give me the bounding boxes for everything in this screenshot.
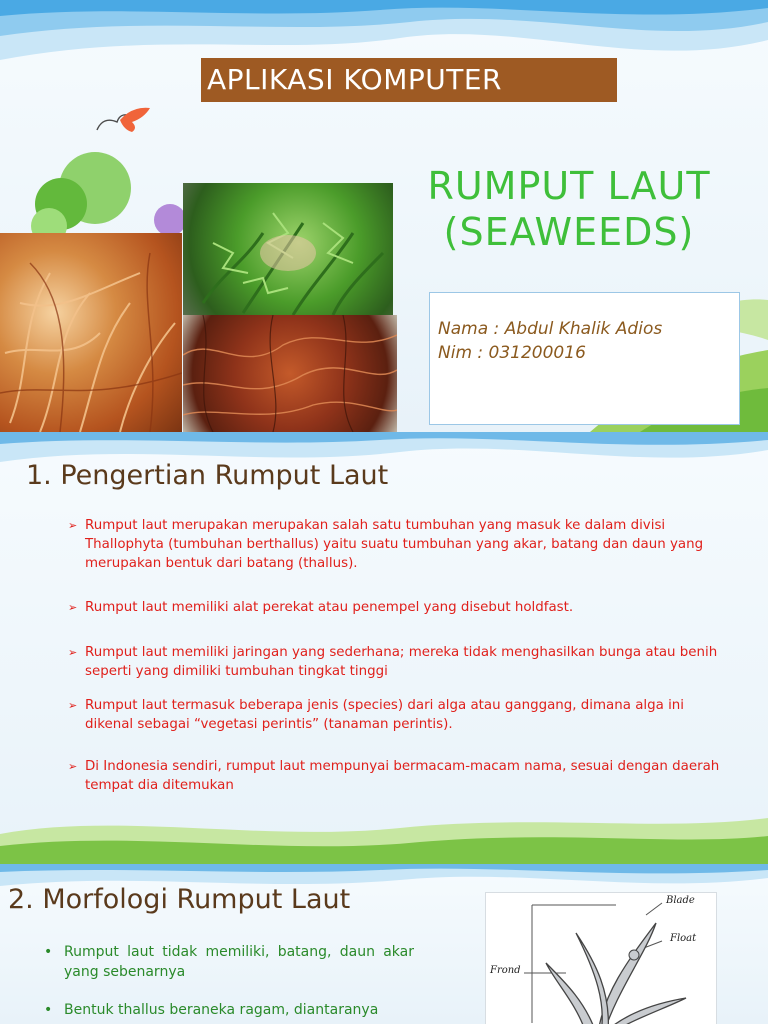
list-item bbox=[68, 516, 728, 573]
list-item-text: Rumput laut tidak memiliki, batang, daun akar yang sebenarnya bbox=[64, 944, 414, 980]
list-item bbox=[68, 643, 728, 681]
arrow-right-icon: ➢ bbox=[68, 519, 78, 532]
main-title-line2: (SEAWEEDS) bbox=[443, 210, 695, 254]
list-item bbox=[68, 598, 728, 617]
arrow-right-icon: ➢ bbox=[68, 601, 78, 614]
seaweed-photo-green bbox=[183, 183, 393, 315]
float-label: Float bbox=[670, 933, 697, 944]
blade-label: Blade bbox=[666, 895, 695, 906]
section-title: 2. Morfologi Rumput Laut bbox=[8, 884, 351, 915]
student-name: Nama : Abdul Khalik Adios bbox=[438, 319, 663, 339]
arrow-right-icon: ➢ bbox=[68, 699, 78, 712]
list-item-text: Rumput laut merupakan merupakan salah satu tumbuhan yang masuk ke dalam divisi Thallophyta (tumbuhan berthallus) yaitu suatu tumbuhan yang akar, batang dan daun yang merupakan bentuk dari batang (thallus). bbox=[85, 518, 704, 571]
list-item-text: Rumput laut memiliki alat perekat atau penempel yang disebut holdfast. bbox=[85, 600, 574, 615]
list-item-text: Rumput laut memiliki jaringan yang sederhana; mereka tidak menghasilkan bunga atau benih seperti yang dimiliki tumbuhan tingkat tinggi bbox=[85, 645, 718, 679]
arrow-right-icon: ➢ bbox=[68, 646, 78, 659]
list-item bbox=[44, 942, 414, 982]
frond-label: Frond bbox=[490, 965, 521, 976]
seaweed-photo-orange bbox=[0, 233, 182, 432]
bullet-dot-icon: • bbox=[44, 1002, 53, 1018]
course-title: APLIKASI KOMPUTER bbox=[201, 58, 617, 102]
decor-tree-icon bbox=[25, 100, 200, 240]
student-id: Nim : 031200016 bbox=[438, 343, 586, 363]
title-slide bbox=[0, 0, 768, 432]
section-title: 1. Pengertian Rumput Laut bbox=[26, 460, 389, 491]
list-item-text: Di Indonesia sendiri, rumput laut mempunyai bermacam-macam nama, sesuai dengan daerah tempat dia ditemukan bbox=[85, 759, 720, 793]
list-item bbox=[68, 696, 728, 734]
main-title-line1: RUMPUT LAUT bbox=[427, 164, 711, 208]
definition-slide bbox=[0, 432, 768, 864]
seaweed-photo-red bbox=[183, 315, 397, 432]
list-item bbox=[68, 757, 728, 795]
seaweed-diagram bbox=[485, 892, 717, 1024]
list-item-text: Bentuk thallus beraneka ragam, diantaranya bbox=[64, 1002, 379, 1018]
bullet-dot-icon: • bbox=[44, 944, 53, 960]
morphology-slide bbox=[0, 864, 768, 1024]
list-item-text: Rumput laut termasuk beberapa jenis (species) dari alga atau ganggang, dimana alga ini dikenal sebagai “vegetasi perintis” (tanaman perintis). bbox=[85, 698, 685, 732]
arrow-right-icon: ➢ bbox=[68, 760, 78, 773]
list-item bbox=[44, 1000, 414, 1020]
student-info-box bbox=[429, 292, 740, 425]
main-title bbox=[388, 163, 750, 255]
